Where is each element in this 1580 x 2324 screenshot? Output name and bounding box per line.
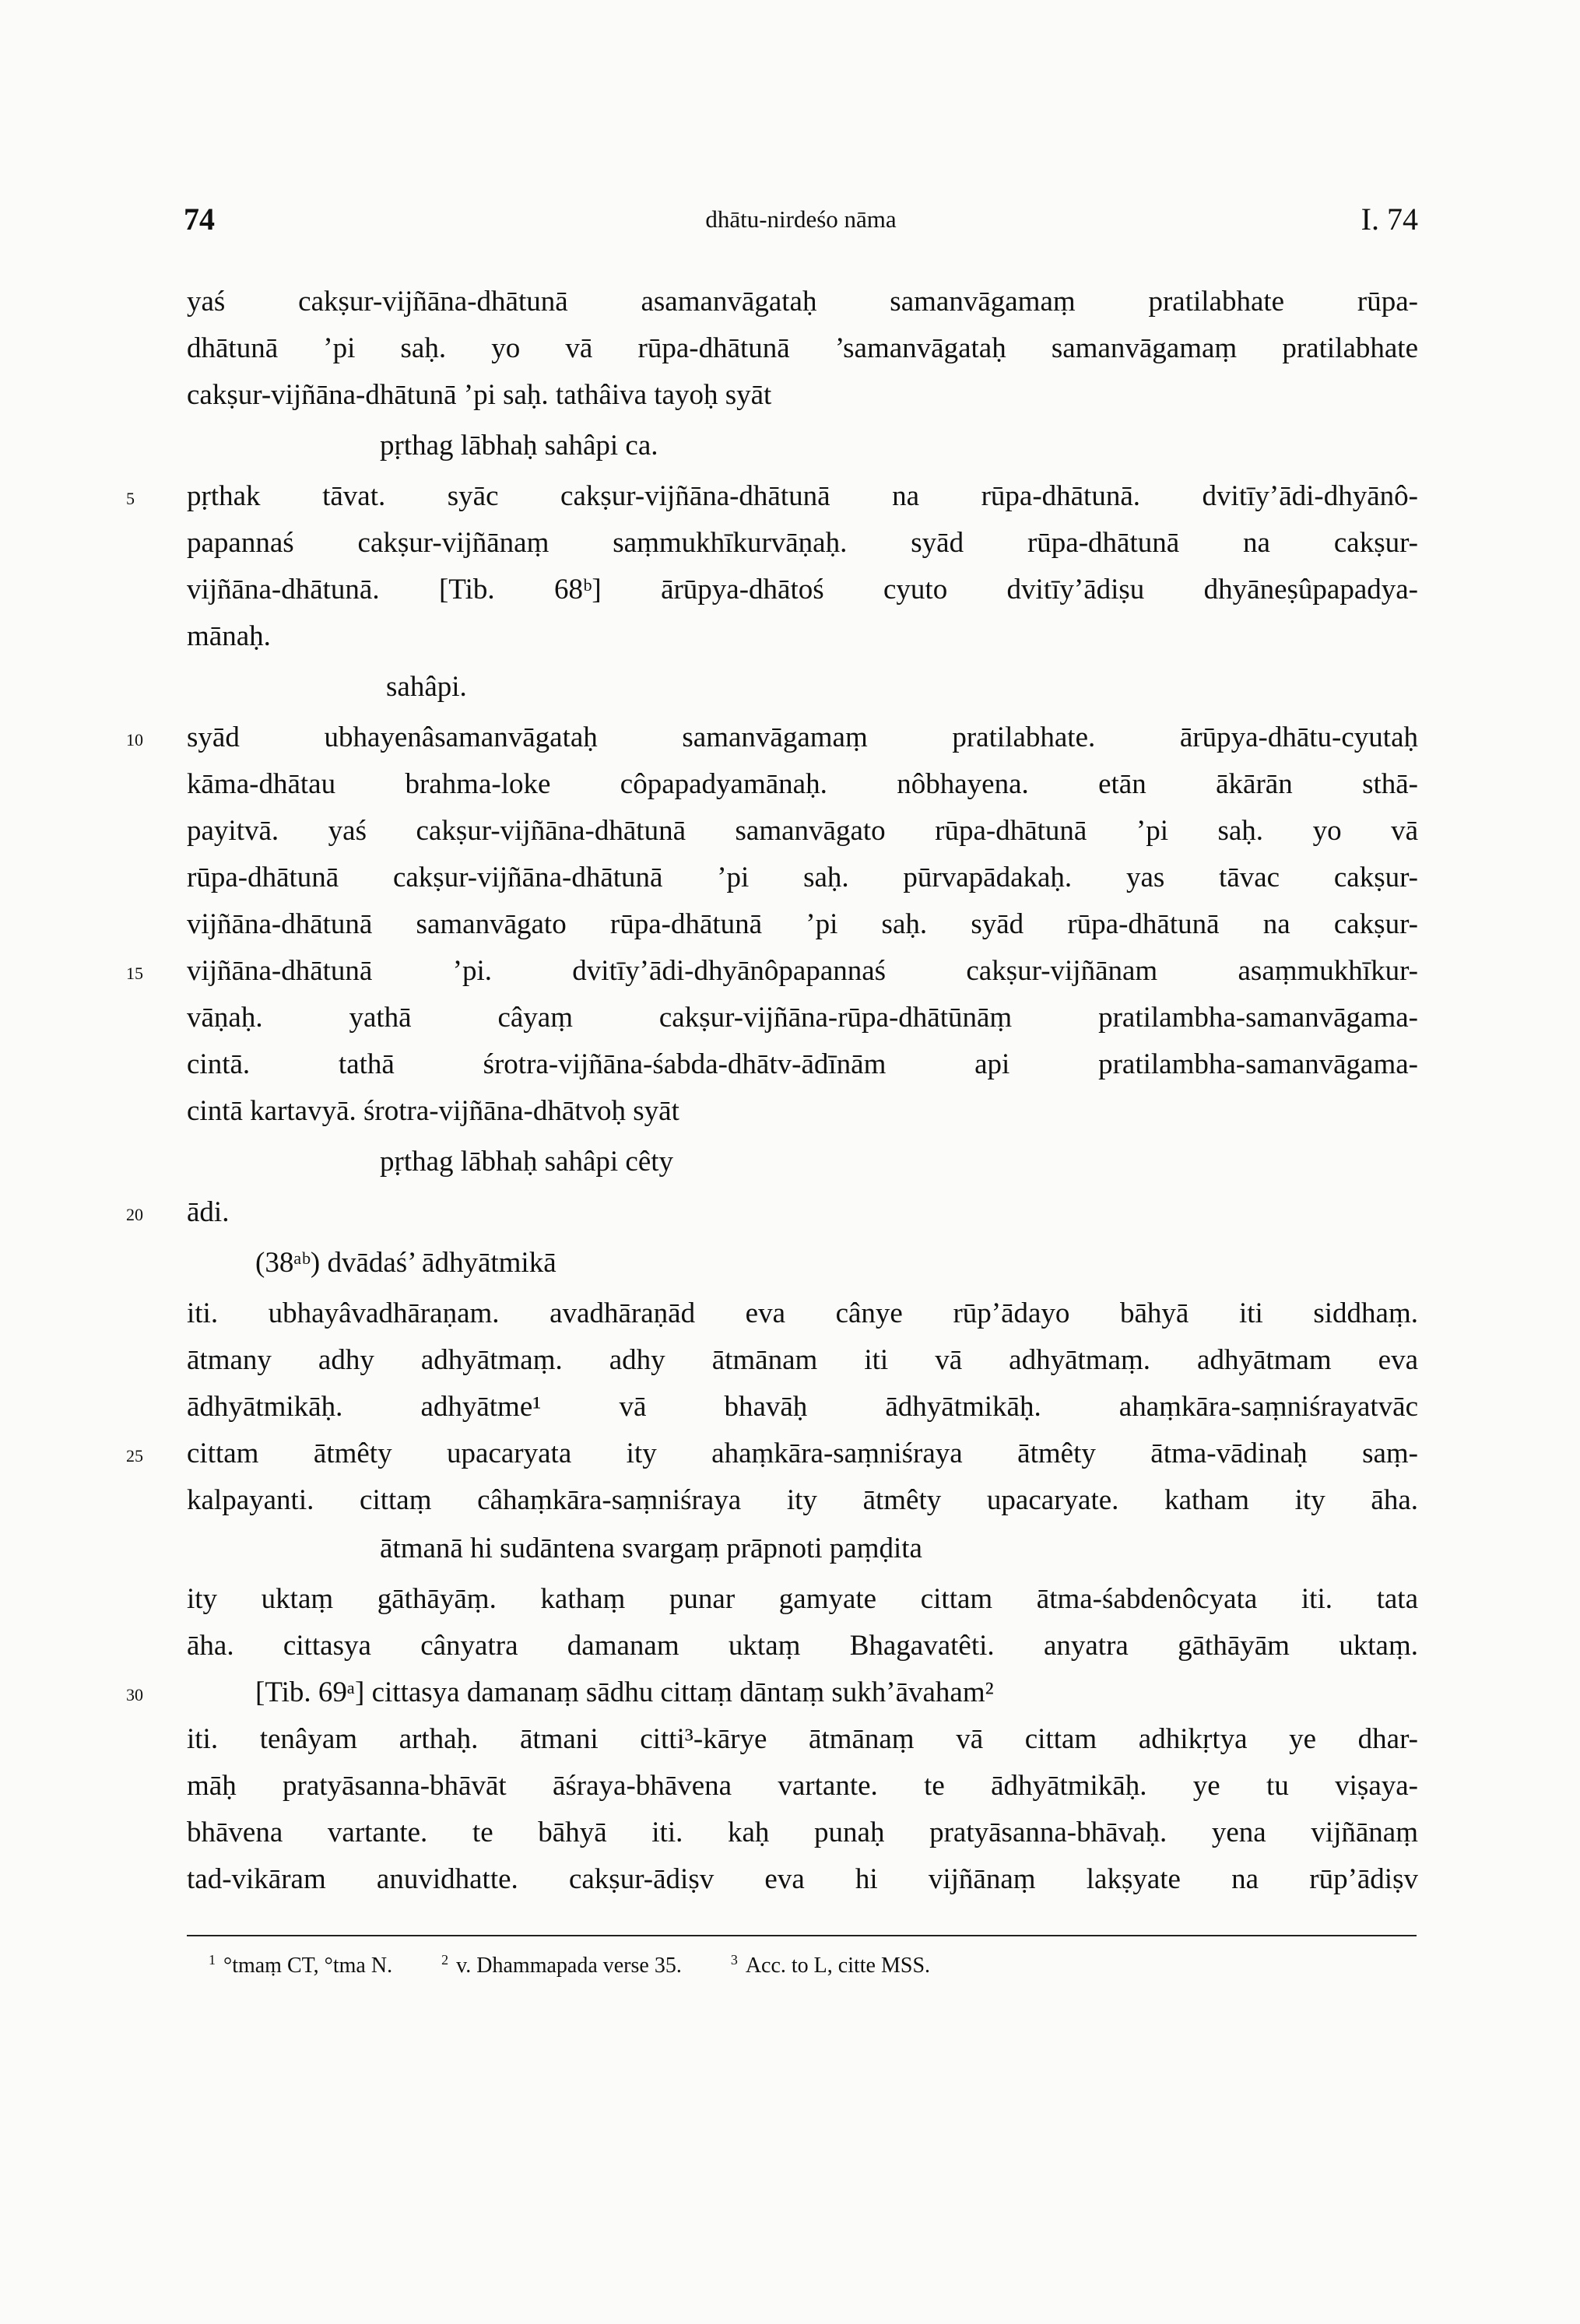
- verse-line: pṛthag lābhaḥ sahâpi cêty: [380, 1146, 674, 1178]
- text-line: vāṇaḥ. yathā câyaṃ cakṣur-vijñāna-rūpa-dhātūnāṃ pratilambha-samanvāgama-: [187, 1002, 1418, 1034]
- footnote: [731, 1954, 930, 1978]
- text-line: ity uktaṃ gāthāyāṃ. kathaṃ punar gamyate cittam ātma-śabdenôcyata iti. tata: [187, 1583, 1418, 1615]
- text-line: vijñāna-dhātunā ’pi. dvitīy’ādi-dhyānôpapannaś cakṣur-vijñānam asaṃmukhīkur-: [187, 955, 1418, 987]
- footnote-mark: 2: [441, 1952, 449, 1968]
- verse-line: ātmanā hi sudāntena svargaṃ prāpnoti paṃḍita: [380, 1532, 922, 1564]
- text-line: iti. ubhayâvadhāraṇam. avadhāraṇād eva cânye rūp’ādayo bāhyā iti siddhaṃ.: [187, 1297, 1418, 1329]
- text-line: cintā. tathā śrotra-vijñāna-śabda-dhātv-ādīnām api pratilambha-samanvāgama-: [187, 1048, 1418, 1080]
- text-line: cittam ātmêty upacaryata ity ahaṃkāra-saṃniśraya ātmêty ātma-vādinaḥ saṃ-: [187, 1438, 1418, 1469]
- line-number: 15: [126, 964, 143, 983]
- footnote: [209, 1954, 392, 1978]
- line-number: 10: [126, 730, 143, 750]
- text-line: iti. tenâyam arthaḥ. ātmani citti³-kārye ātmānaṃ vā cittam adhikṛtya ye dhar-: [187, 1723, 1418, 1755]
- page-header: [184, 201, 1418, 247]
- text-line: kāma-dhātau brahma-loke côpapadyamānaḥ. nôbhayena. etān ākārān sthā-: [187, 768, 1418, 800]
- footnotes: [209, 1952, 974, 1978]
- text-line: payitvā. yaś cakṣur-vijñāna-dhātunā samanvāgato rūpa-dhātunā ’pi saḥ. yo vā: [187, 815, 1418, 847]
- text-line: dhātunā ’pi saḥ. yo vā rūpa-dhātunā ’samanvāgataḥ samanvāgamaṃ pratilabhate: [187, 332, 1418, 364]
- text-line: ādhyātmikāḥ. adhyātme¹ vā bhavāḥ ādhyātmikāḥ. ahaṃkāra-saṃniśrayatvāc: [187, 1391, 1418, 1423]
- text-line: vijñāna-dhātunā. [Tib. 68ᵇ] ārūpya-dhātoś cyuto dvitīy’ādiṣu dhyāneṣûpapadya-: [187, 574, 1418, 606]
- section-number: I. 74: [1361, 202, 1418, 237]
- text-line: ātmany adhy adhyātmaṃ. adhy ātmānam iti vā adhyātmaṃ. adhyātmam eva: [187, 1344, 1418, 1376]
- text-line: mānaḥ.: [187, 620, 271, 652]
- footnote-mark: 3: [730, 1952, 738, 1968]
- line-number: 25: [126, 1446, 143, 1466]
- line-number: 30: [126, 1685, 143, 1704]
- verse-line: pṛthag lābhaḥ sahâpi ca.: [380, 430, 658, 462]
- text-line: māḥ pratyāsanna-bhāvāt āśraya-bhāvena vartante. te ādhyātmikāḥ. ye tu viṣaya-: [187, 1770, 1418, 1802]
- footnote-mark: 1: [209, 1952, 216, 1968]
- footnote: [441, 1954, 682, 1978]
- text-line: cintā kartavyā. śrotra-vijñāna-dhātvoḥ syāt: [187, 1095, 679, 1127]
- text-line: ādi.: [187, 1196, 230, 1228]
- running-title: dhātu-nirdeśo nāma: [705, 205, 897, 233]
- footnote-text: °tmaṃ CT, °tma N.: [223, 1954, 393, 1978]
- text-line: pṛthak tāvat. syāc cakṣur-vijñāna-dhātunā na rūpa-dhātunā. dvitīy’ādi-dhyānô-: [187, 480, 1418, 512]
- text-line: bhāvena vartante. te bāhyā iti. kaḥ punaḥ pratyāsanna-bhāvaḥ. yena vijñānaṃ: [187, 1817, 1418, 1848]
- page-number: 74: [184, 202, 215, 237]
- text-line: kalpayanti. cittaṃ câhaṃkāra-saṃniśraya ity ātmêty upacaryate. katham ity āha.: [187, 1484, 1418, 1516]
- line-number: 20: [126, 1205, 143, 1224]
- text-line: rūpa-dhātunā cakṣur-vijñāna-dhātunā ’pi saḥ. pūrvapādakaḥ. yas tāvac cakṣur-: [187, 862, 1418, 893]
- footnote-rule: [187, 1935, 1417, 1936]
- text-line: tad-vikāram anuvidhatte. cakṣur-ādiṣv eva hi vijñānaṃ lakṣyate na rūp’ādiṣv: [187, 1863, 1418, 1895]
- verse-line: sahâpi.: [386, 671, 467, 703]
- footnote-text: v. Dhammapada verse 35.: [456, 1954, 682, 1978]
- text-line: āha. cittasya cânyatra damanam uktaṃ Bhagavatêti. anyatra gāthāyām uktaṃ.: [187, 1630, 1418, 1662]
- text-line: [Tib. 69ᵃ] cittasya damanaṃ sādhu cittaṃ dāntaṃ sukh’āvaham²: [255, 1676, 994, 1708]
- footnote-text: Acc. to L, citte MSS.: [745, 1954, 931, 1978]
- text-line: vijñāna-dhātunā samanvāgato rūpa-dhātunā ’pi saḥ. syād rūpa-dhātunā na cakṣur-: [187, 908, 1418, 940]
- text-line: cakṣur-vijñāna-dhātunā ’pi saḥ. tathâiva tayoḥ syāt: [187, 379, 772, 411]
- line-number: 5: [126, 489, 135, 508]
- text-line: papannaś cakṣur-vijñānaṃ saṃmukhīkurvāṇaḥ. syād rūpa-dhātunā na cakṣur-: [187, 527, 1418, 559]
- text-line: syād ubhayenâsamanvāgataḥ samanvāgamaṃ pratilabhate. ārūpya-dhātu-cyutaḥ: [187, 721, 1418, 753]
- karika-line: (38ᵃᵇ) dvādaś’ ādhyātmikā: [255, 1247, 557, 1279]
- text-line: yaś cakṣur-vijñāna-dhātunā asamanvāgataḥ samanvāgamaṃ pratilabhate rūpa-: [187, 286, 1418, 318]
